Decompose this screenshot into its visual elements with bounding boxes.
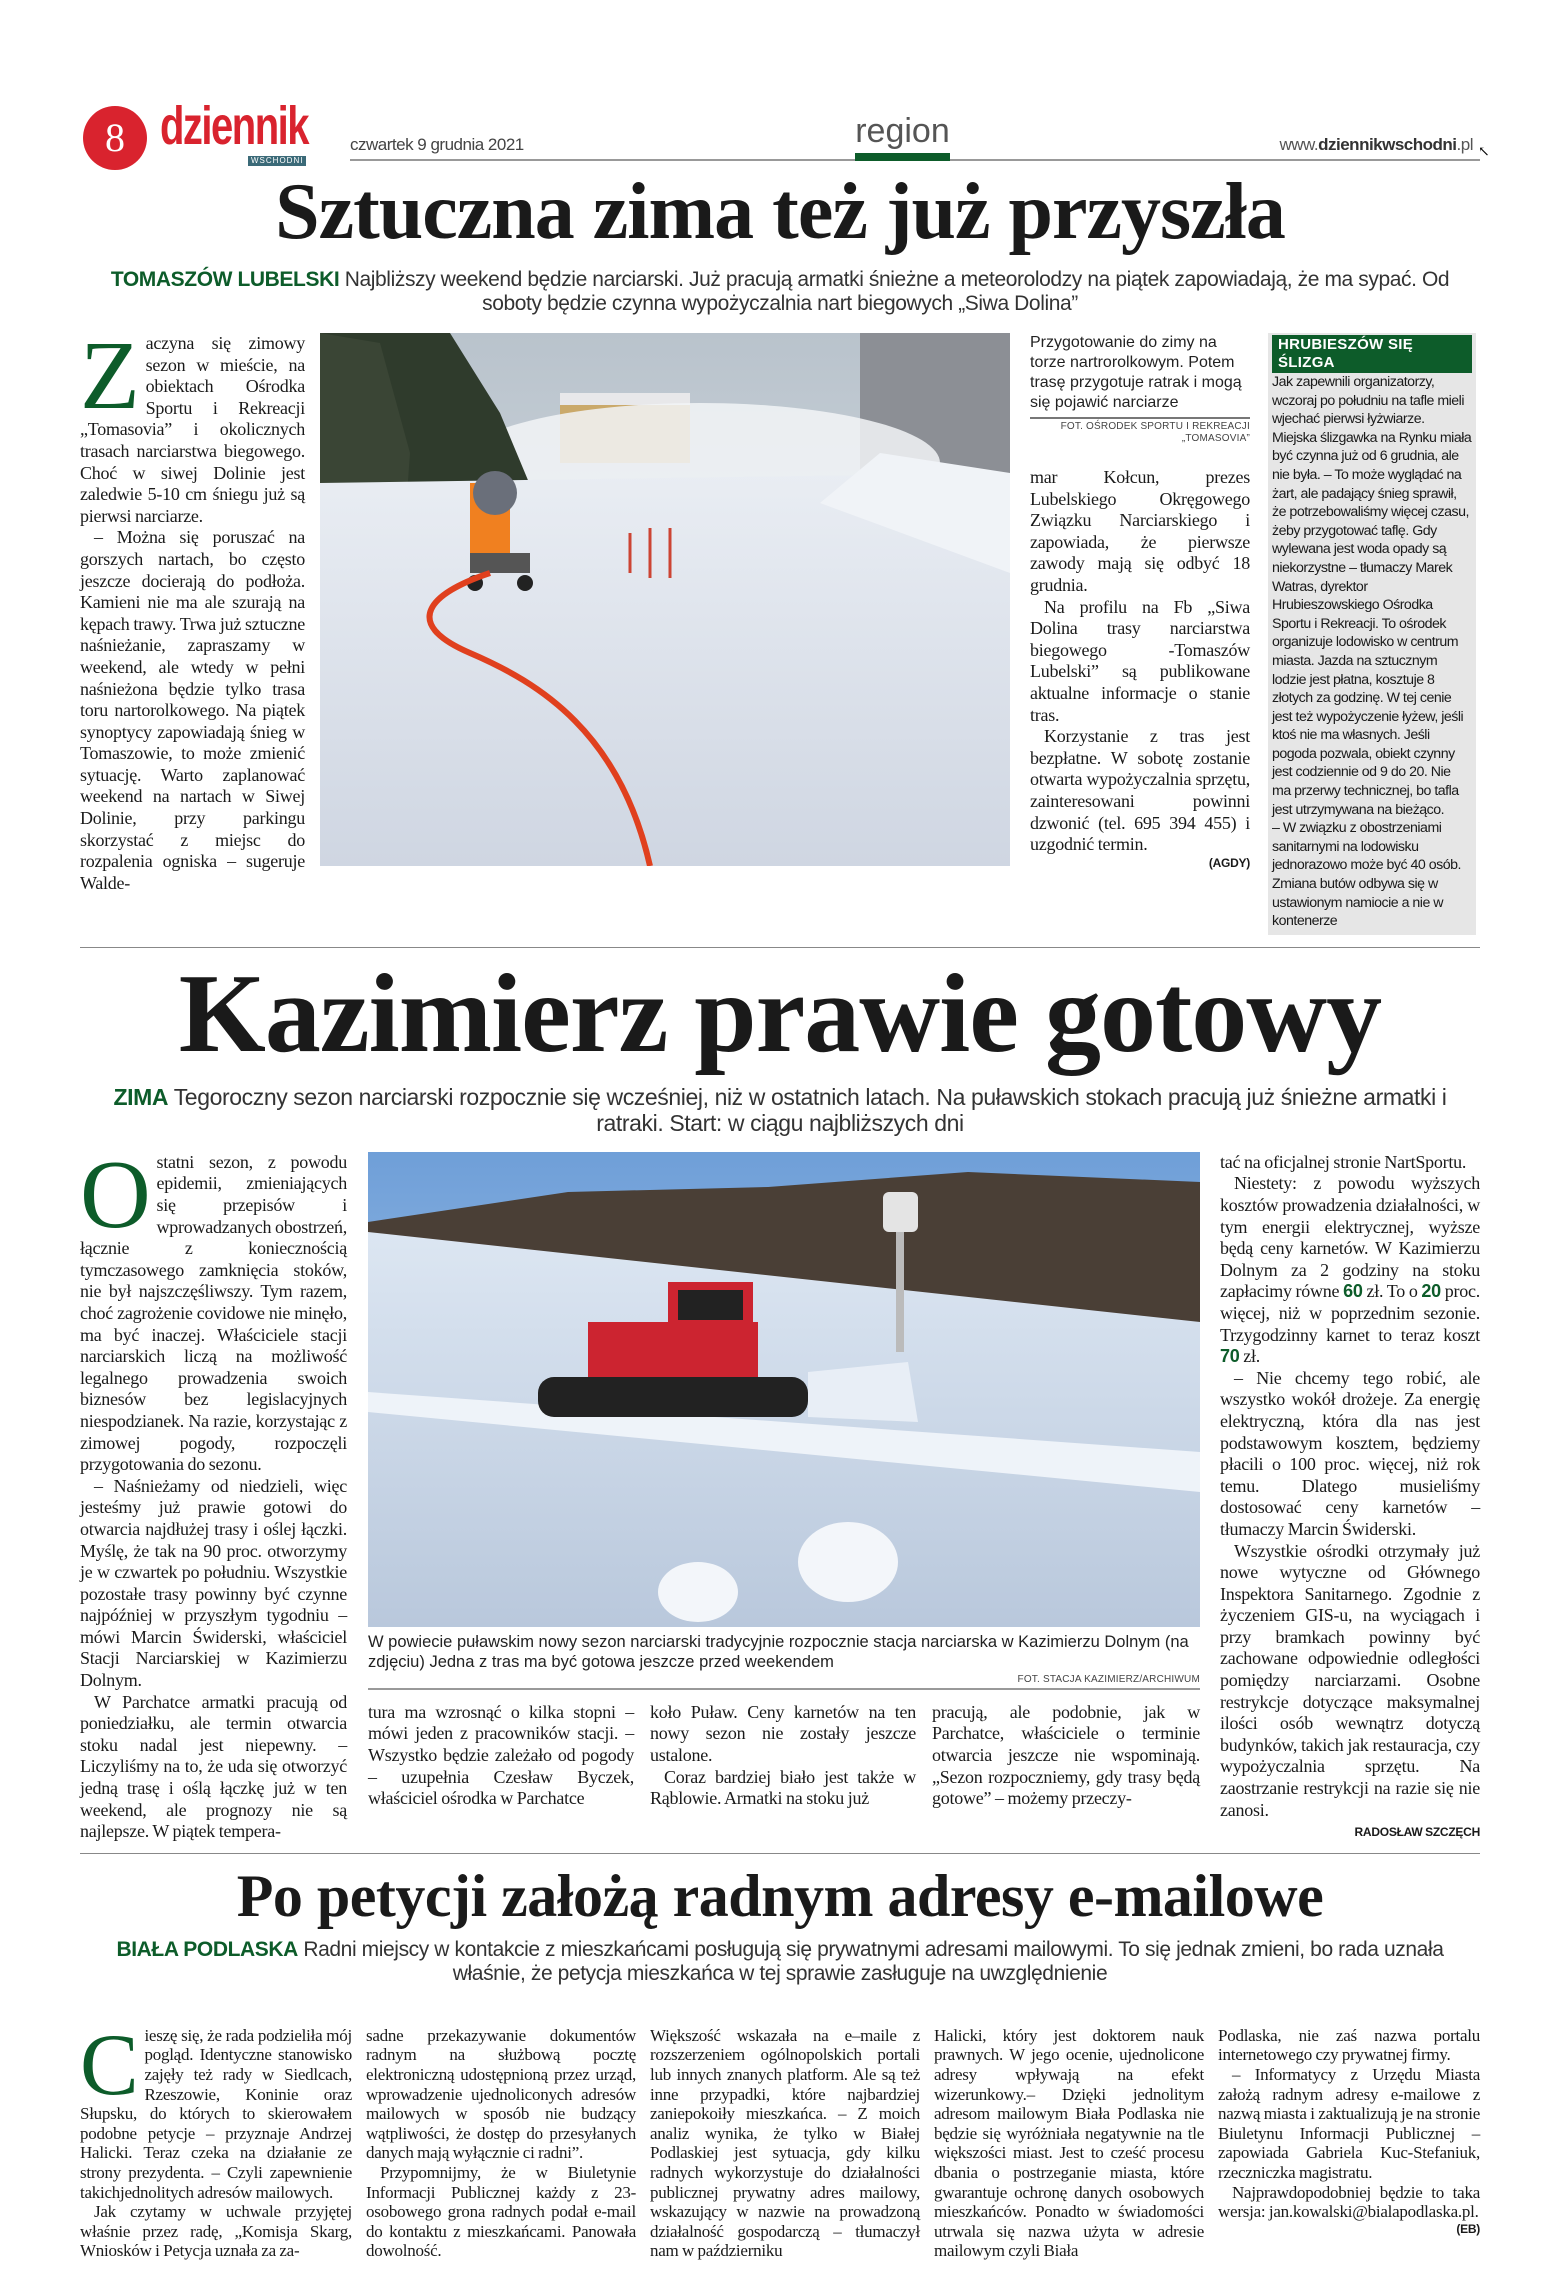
article3-column5 <box>1218 2026 1480 2236</box>
article3-column2 <box>366 2026 636 2261</box>
article2-column3 <box>650 1702 916 1810</box>
paragraph: pracują, ale podobnie, jak w Parchatce, właściciele o terminie otwarcia jeszcze nie wspominają. „Sezon rozpoczniemy, gdy trasy będą gotowe” – możemy przeczy- <box>932 1701 1200 1809</box>
paragraph: Halicki, który jest doktorem nauk prawnych. W jego ocenie, ujednolicone adresy wpływają na efekt wizerunkowy.– Dzięki jednolitym adresom mailowym Biała Podlaska nie będzie się wyróżniała negatywnie na tle większości miast. Jest to cześć procesu dbania o postrzeganie miasta, które gwarantuje ochronę danych osobowych mieszkańców. Ponadto w świadomości utrwala się nazwa użyta w adresie mailowym czyli Biała <box>934 2025 1204 2261</box>
paragraph: aczyna się zimowy sezon w mieście, na obiektach Ośrodka Sportu i Rekreacji „Tomasovia” i okolicznych trasach narciarstwa biegowego. Choć w siwej Dolinie jest zaledwie 5-10 cm śniegu już są pierwsi narciarze. <box>80 333 305 526</box>
article2-column1 <box>80 1140 347 1843</box>
paragraph: mar Kołcun, prezes Lubelskiego Okręgowego Związku Narciarskiego i zapowiada, że pierwsze zawody mają się odbyć 18 grudnia. <box>1030 467 1250 595</box>
paragraph: tura ma wzrosnąć o kilka stopni – mówi jeden z pracowników stacji. – Wszystko będzie zależało od pogody – uzupełnia Czesław Byczek, właściciel ośrodka w Parchatce <box>368 1701 634 1809</box>
paragraph: statni sezon, z powodu epidemii, zmieniających się przepisów i wprowadzanych obostrzeń, łącznie z koniecznością tymczasowego zamknięcia stoków, nie był najszczęśliwszy. Tym razem, choć zagrożenie covidowe nie minęło, ma być inaczej. Właściciele stacji narciarskich liczą na możliwość legalnego prowadzenia swoich biznesów bez legislacyjnych niespodzianek. Na razie, korzystając z zimowej pogody, rozpoczęli przygotowania do sezonu. <box>80 1151 347 1475</box>
url-prefix: www. <box>1279 135 1319 154</box>
paragraph: Wszystkie ośrodki otrzymały już nowe wytyczne od Głównego Inspektora Sanitarnego. Zgodnie z życzeniem GIS-u, na wyciągach i przy bramkach powinny być zachowane odpowiednie odległości pomiędzy narciarzami. Osobne restrykcje dotyczące maksymalnej ilości osób wewnątrz dotyczą budynków, takich jak restauracja, czy wypożyczalnia sprzętu. Na zaostrzanie restrykcji na razie się nie zanosi. <box>1220 1540 1480 1820</box>
paragraph: Na profilu na Fb „Siwa Dolina trasy narciarstwa biegowego -Tomaszów Lubelski” są publikowane aktualne informacje o stanie tras. <box>1030 596 1250 725</box>
paragraph: – Informatycy z Urzędu Miasta założą radnym adresy e-mailowe z nazwą miasta i zaktualizują je na stronie Biuletynu Informacji Publicznej – zapowiada Gabriela Kuc-Stefaniuk, rzeczniczka magistratu. <box>1218 2065 1480 2182</box>
sidebar-title: HRUBIESZÓW SIĘ ŚLIZGA <box>1272 335 1472 373</box>
photo-caption: Przygotowanie do zimy na torze nartrorolkowym. Potem trasę przygotuje ratrak i mogą się pojawić narciarze <box>1030 334 1242 411</box>
paragraph: ieszę się, że rada podzieliła mój pogląd. Identyczne stanowisko zajęły też rady w Siedlcach, Rzeszowie, Koninie oraz Słupsku, do których to skierowałem podobne petycje – przyznaje Andrzej Halicki. Teraz czeka na działanie ze strony prezydenta. – Czyli zapewnienie takichjednolitych adresów mailowych. <box>80 2025 352 2202</box>
paragraph: – Można się poruszać na gorszych nartach, bo często jeszcze docierają do podłoża. Kamieni nie ma ale szurają na kępach trawy. Trwa już sztuczne naśnieżanie, zapraszamy w weekend, ale wtedy w pełni naśnieżona będzie tylko trasa toru nartorolkowego. Na piątek synoptycy zapowiadają śnieg w Tomaszowie, to może zmienić sytuację. Warto zaplanować weekend na nartach w Siwej Dolinie, przy parkingu skorzystać z miejsc do rozpalenia ogniska – sugeruje Walde- <box>80 527 305 893</box>
article3-lede <box>80 1938 1480 1986</box>
paragraph: Większość wskazała na e–maile z rozszerzeniem ogólnopolskich portali lub innych znanych platform. Ale są też inne przypadki, które najbardziej zaniepokoiły mieszkańca. – Z moich analiz wynika, że tylko w Białej Podlaskiej jest sytuacja, gdy kilku radnych wykorzystuje do działalności publicznej prywatny adres mailowy, wskazujący w nazwie na prowadzoną działalność gospodarczą – tłumaczył nam w październiku <box>650 2025 920 2261</box>
caption-rule <box>1030 417 1250 419</box>
article1-lede-text: Najbliższy weekend będzie narciarski. Już pracują armatki śnieżne a meteorolodzy na piątek zapowiadają, że ma sypać. Od soboty będzie czynna wypożyczalnia nart biegowych „Siwa Dolina” <box>344 268 1450 315</box>
paragraph: Podlaska, nie zaś nazwa portalu internetowego czy prywatnej firmy. <box>1218 2025 1480 2065</box>
paragraph: Korzystanie z tras jest bezpłatne. W sobotę zostanie otwarta wypożyczalnia sprzętu, zainteresowani powinni dzwonić (tel. 695 394 455) i uzgodnić termin. <box>1030 726 1250 855</box>
paragraph: Coraz bardziej biało jest także w Rąblowie. Armatki na stoku już <box>650 1766 916 1809</box>
author-signature: (AGDY) <box>1208 855 1250 870</box>
text: Niestety: z powodu wyższych kosztów prowadzenia działalności, w tym energii elektrycznej, wyższe będą ceny karnetów. W Kazimierzu Dolnym za 2 godziny na stoku zapłacimy równe <box>1220 1173 1480 1302</box>
drop-cap: Z <box>80 322 140 430</box>
mouse-cursor-icon: ↖ <box>1478 145 1490 160</box>
article1-photo-snow-cannon <box>320 333 1010 866</box>
article2-photo-credit: FOT. STACJA KAZIMIERZ/ARCHIWUM <box>1017 1673 1200 1685</box>
newspaper-logo-sub: WSCHODNI <box>248 156 306 166</box>
article3-lede-text: Radni miejscy w kontakcie z mieszkańcami posługują się prywatnymi adresami mailowymi. To się jednak zmieni, bo rada uznała właśnie, że petycja mieszkańca w tej sprawie zasługuje na uwzględnienie <box>303 1937 1444 1985</box>
article2-column4 <box>932 1702 1200 1810</box>
article1-column1 <box>80 322 305 894</box>
article2-photo-snow-groomer <box>368 1152 1200 1627</box>
article2-headline: Kazimierz prawie gotowy <box>178 951 1382 1076</box>
url-suffix: .pl <box>1456 135 1473 154</box>
article2-kicker: ZIMA <box>113 1083 169 1110</box>
article2-column2 <box>368 1702 634 1810</box>
text: proc. więcej, niż w poprzednim sezonie. Trzygodzinny karnet to teraz koszt <box>1220 1281 1481 1345</box>
drop-cap: C <box>80 2016 139 2114</box>
section-label: region <box>855 112 950 150</box>
article1 <box>80 166 1480 935</box>
paragraph: tać na oficjalnej stronie NartSportu. <box>1220 1151 1467 1172</box>
article-divider <box>80 947 1480 948</box>
article3-column1 <box>80 2016 352 2261</box>
article2 <box>80 952 1480 1843</box>
paragraph: sadne przekazywanie dokumentów radnym na służbową pocztę elektroniczną udostępnioną przez urząd, wprowadzenie ujednoliconych adresów mailowych w sposób nie budzący wątpliwości, że dostęp do przesyłanych danych mają wyłącznie ci radni”. <box>366 2025 636 2163</box>
newspaper-logo: dziennik <box>160 96 309 156</box>
article3-column3 <box>650 2026 920 2261</box>
price-3h: 70 <box>1220 1346 1240 1367</box>
paragraph: – Naśnieżamy od niedzieli, więc jesteśmy już prawie gotowi do otwarcia najdłużej trasy i oślej łączki. Myślę, że tak na 90 proc. otworzymy je w czwartek po południu. Wszystkie pozostałe trasy powinny być czynne najpóźniej w przyszłym tygodniu – mówi Marcin Świderski, właściciel Stacji Narciarskiej w Kazimierzu Dolnym. <box>80 1475 347 1691</box>
caption-rule <box>368 1688 1200 1690</box>
article3 <box>80 1858 1480 2261</box>
paragraph: Jak czytamy w uchwale przyjętej właśnie przez radę, „Komisja Skarg, Wniosków i Petycja uznała za za- <box>80 2202 352 2261</box>
article1-column2 <box>1030 467 1250 870</box>
article1-right-column <box>1030 333 1250 870</box>
text: zł. <box>1239 1346 1261 1367</box>
paragraph: – Nie chcemy tego robić, ale wszystko wokół drożeje. Za energię elektryczną, która dla nas jest podstawowym kosztem, będziemy płacili o 100 proc. więcej, niż rok temu. Dlatego musieliśmy dostosować ceny karnetów – tłumaczy Marcin Świderski. <box>1220 1367 1480 1539</box>
author-byline: RADOSŁAW SZCZĘCH <box>1354 1825 1480 1840</box>
paragraph: W Parchatce armatki pracują od poniedziałku, ale termin otwarcia stoku nadal jest niepewny. – Liczyliśmy na to, że uda się otworzyć jedną trasę i oślą łączkę już w ten weekend, ale prognozy nie są najlepsze. W piątek tempera- <box>80 1691 347 1842</box>
url-domain: dziennikwschodni <box>1318 135 1457 154</box>
text: zł. To o <box>1362 1281 1422 1302</box>
article2-photo-caption: W powiecie puławskim nowy sezon narciarski tradycyjnie rozpocznie stacja narciarska w Kazimierzu Dolnym (na zdjęciu) Jedna z tras ma być gotowa jeszcze przed weekendem <box>368 1632 1189 1671</box>
price-2h: 60 <box>1343 1281 1363 1302</box>
sidebar-box-hrubieszow <box>1268 333 1476 935</box>
sidebar-paragraph: – W związku z obostrzeniami sanitarnymi na lodowisku jednorazowo może być 40 osób. Zmiana butów odbywa się w ustawionym namiocie a nie w kontenerze <box>1272 820 1461 930</box>
article1-headline: Sztuczna zima też już przyszła <box>275 168 1285 256</box>
article1-kicker: TOMASZÓW LUBELSKI <box>110 268 340 291</box>
paragraph: Najprawdopodobniej będzie to taka wersja: jan.kowalski@bialapodlaska.pl. <box>1218 2182 1480 2222</box>
article-divider <box>80 1853 1480 1854</box>
sidebar-paragraph: Jak zapewnili organizatorzy, wczoraj po południu na tafle mieli wjechać pierwsi łyżwiarze. Miejska ślizgawka na Rynku miała być czynna już od 6 grudnia, ale nie była. – To może wyglądać na żart, ale padający śnieg sprawił, że potrzebowaliśmy więcej czasu, żeby przygotować taflę. Gdy wylewana jest woda opady są niekorzystne – tłumaczy Marek Watras, dyrektor Hrubieszowskiego Ośrodka Sportu i Rekreacji. To ośrodek organizuje lodowisko w centrum miasta. Jazda na sztucznym lodzie jest płatna, kosztuje 8 złotych za godzinę. W tej cenie jest też wypożyczenie łyżew, jeśli ktoś nie ma własnych. Jeśli pogoda pozwala, obiekt czynny jest codziennie od 9 do 20. Nie ma przerwy technicznej, bo tafla jest utrzymywana na bieżąco. <box>1272 374 1472 818</box>
article1-photo-caption-block <box>1030 333 1250 445</box>
page-number-badge: 8 <box>83 106 147 170</box>
author-signature: (EB) <box>1456 2221 1480 2236</box>
photo-credit: FOT. OŚRODEK SPORTU I REKREACJI „TOMASOVIA” <box>1060 421 1250 444</box>
article1-lede <box>80 268 1480 316</box>
issue-date: czwartek 9 grudnia 2021 <box>350 135 524 154</box>
article2-lede-text: Tegoroczny sezon narciarski rozpocznie się wcześniej, niż w ostatnich latach. Na puławskich stokach pracują już śnieżne armatki i ratraki. Start: w ciągu najbliższych dni <box>173 1083 1447 1136</box>
article2-lede <box>80 1084 1480 1136</box>
article2-column5 <box>1220 1152 1480 1839</box>
paragraph-prices <box>1220 1173 1480 1367</box>
article2-middle <box>368 1152 1200 1810</box>
article3-column4 <box>934 2026 1204 2261</box>
paragraph: koło Puław. Ceny karnetów na ten nowy sezon nie zostały jeszcze ustalone. <box>650 1701 916 1765</box>
drop-cap: O <box>80 1140 151 1249</box>
article3-headline: Po petycji założą radnym adresy e-mailowe <box>236 1862 1324 1929</box>
paragraph: Przypomnijmy, że w Biuletynie Informacji Publicznej każdy z 23-osobowego grona radnych podał e-mail do kontaktu z mieszkańcami. Panowała dowolność. <box>366 2162 636 2261</box>
article3-kicker: BIAŁA PODLASKA <box>116 1937 298 1961</box>
price-increase: 20 <box>1421 1281 1441 1302</box>
